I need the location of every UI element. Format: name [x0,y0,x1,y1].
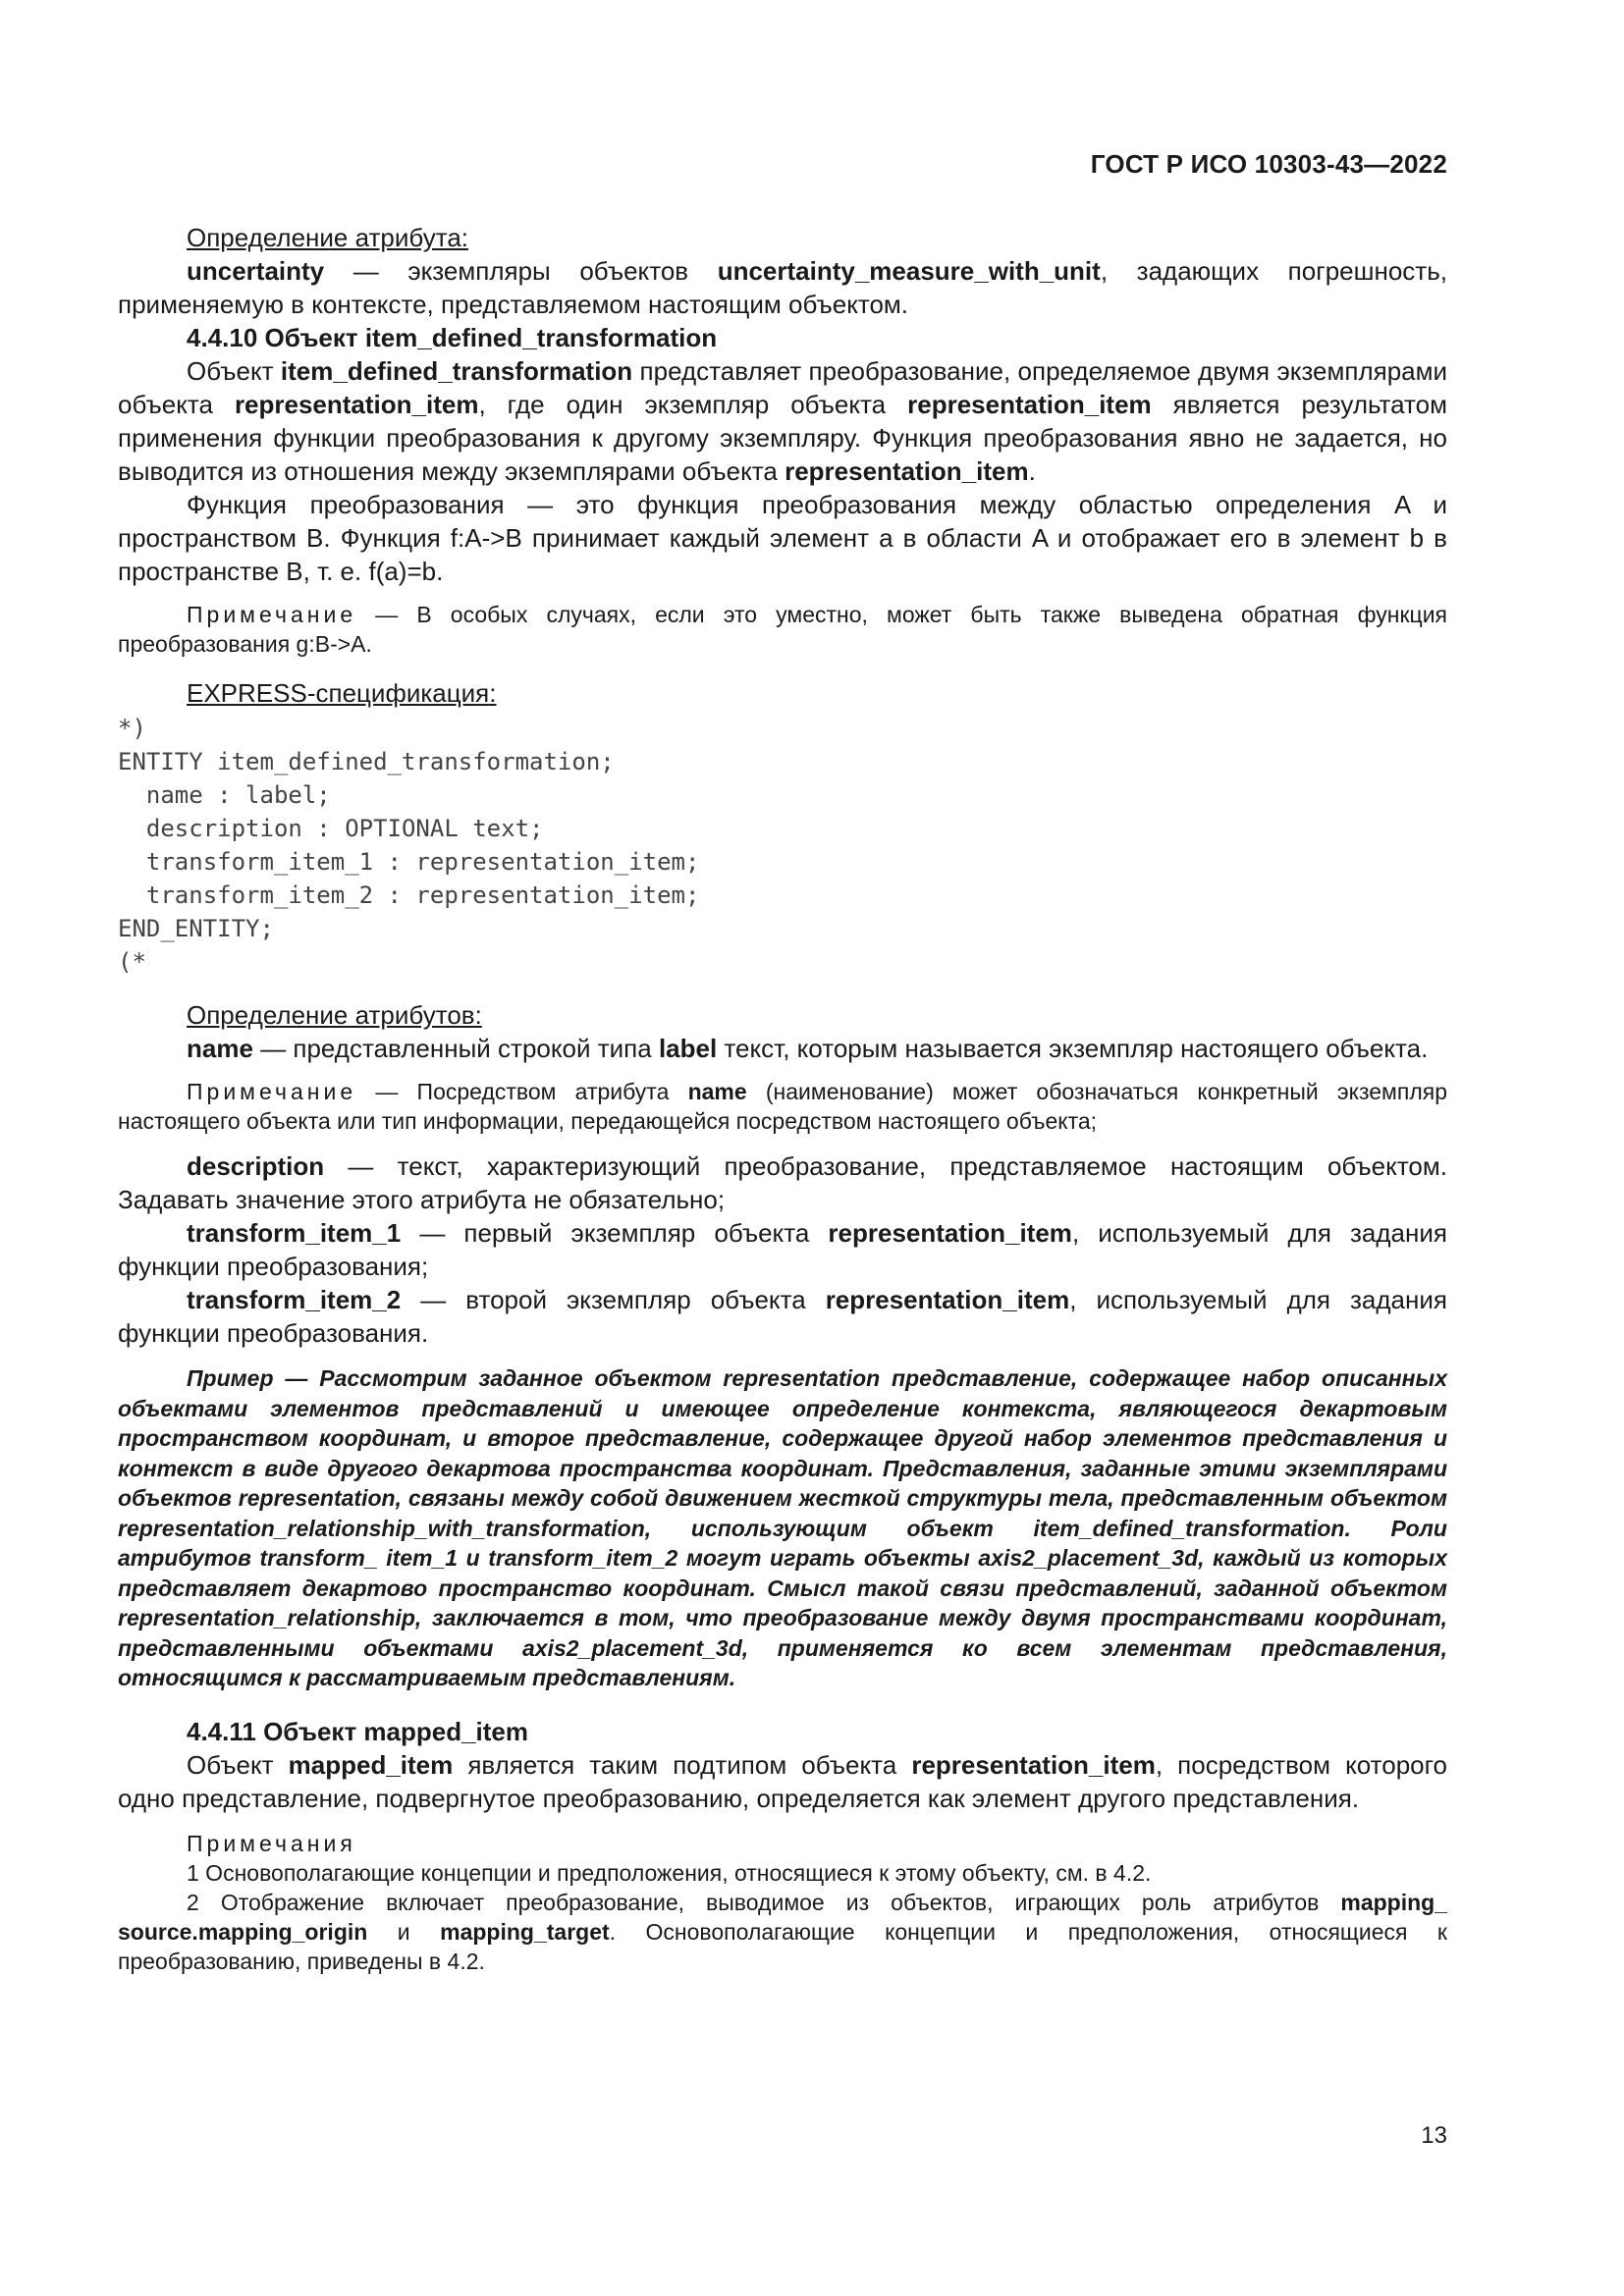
uncertainty-attribute [118,254,1447,321]
entity-ref: representation_item [828,1218,1072,1248]
entity-ref: representation_item [234,390,479,419]
text-run: является результатом применения функции преобразования к другому экземпляру. Функция преобразования явно не задается, но выводится из отношения между экземплярами объекта [118,390,1448,486]
text-run: Объект [187,356,281,386]
section-heading-4-4-11: 4.4.11 Объект mapped_item [187,1716,529,1746]
transform-item-2-attribute [118,1283,1447,1350]
page-number: 13 [1421,2122,1447,2149]
code-line: transform_item_1 : representation_item; [118,848,700,876]
entity-ref: representation_item [911,1749,1156,1780]
entity-ref: mapping_ source.mapping_origin [118,1889,1447,1945]
text-run: , посредством которого одно представление, подвергнутое преобразованию, определяется как элемент другого представления. [118,1749,1448,1813]
paragraph-mapped-item [118,1748,1447,1815]
text-run: представляет преобразование, определяемое двумя экземплярами объекта [118,356,1448,419]
text-run: является таким подтипом объекта [453,1749,912,1780]
section-heading-4-4-10: 4.4.10 Объект item_defined_transformation [187,323,718,352]
entity-ref: uncertainty_measure_with_unit [717,256,1101,286]
description-attribute [118,1149,1447,1216]
attribute-definition-label: Определение атрибута: [187,223,469,252]
transform-item-1-attribute [118,1216,1447,1283]
page-content [118,221,1447,1976]
text-run: — представленный строкой типа [252,1034,659,1063]
attribute-name: transform_item_1 [187,1218,402,1248]
attribute-name: uncertainty [187,256,325,286]
attribute-name: name [187,1034,253,1063]
text-run: 2 Отображение включает преобразование, выводимое из объектов, играющих роль атрибутов [187,1889,1341,1915]
text-run: , где один экземпляр объекта [478,390,908,419]
entity-ref: name [687,1079,747,1104]
code-line: transform_item_2 : representation_item; [118,881,700,909]
note-name-attribute [118,1077,1447,1136]
text-run: Объект [187,1749,289,1780]
code-line: (* [118,948,146,976]
entity-ref: label [658,1034,718,1063]
text-run: , используемый для задания функции преобразования; [118,1218,1447,1281]
text-run: — второй экземпляр объекта [401,1285,826,1314]
code-line: *) [118,715,146,742]
code-line: ENTITY item_defined_transformation; [118,748,615,775]
text-run: , используемый для задания функции преобразования. [118,1285,1447,1348]
express-code-block [118,712,1447,979]
paragraph-transformation-function: Функция преобразования — это функция преобразования между областью определения A и пространством B. Функция f:A->B принимает каждый элемент a в области A и отображает его в элемент b в пространстве B, т. е. f(a)=b. [118,490,1447,586]
note-1: 1 Основополагающие концепции и предположения, относящиеся к этому объекту, см. в 4.2. [187,1859,1152,1886]
note-2 [118,1888,1447,1976]
entity-ref: representation_item [825,1285,1070,1314]
entity-ref: mapping_target [440,1918,610,1945]
text-run: . [1028,456,1036,486]
attribute-name: transform_item_2 [187,1285,402,1314]
text-run: , задающих погрешность, применяемую в контексте, представляемом настоящим объектом. [118,256,1447,319]
code-line: name : label; [118,781,331,809]
note-label: Примечание [187,1079,357,1104]
text-run: . Основополагающие концепции и предположения, относящиеся к преобразованию, приведены в 4.2. [118,1918,1447,1974]
note-inverse-function [118,600,1447,659]
text-run: текст, которым называется экземпляр настоящего объекта. [717,1034,1429,1063]
text-run: — Посредством атрибута [356,1079,688,1104]
paragraph-item-defined-transformation [118,354,1447,488]
attributes-definition-label: Определение атрибутов: [187,1000,482,1030]
notes-label: Примечания [187,1830,356,1856]
entity-ref: mapped_item [288,1749,454,1780]
name-attribute [118,1032,1447,1065]
text-run: — первый экземпляр объекта [401,1218,829,1248]
code-line: description : OPTIONAL text; [118,815,544,842]
code-line: END_ENTITY; [118,915,274,942]
text-run: — текст, характеризующий преобразование, представляемое настоящим объектом. Задавать значение этого атрибута не обязательно; [118,1151,1447,1214]
text-run: (наименование) может обозначаться конкретный экземпляр настоящего объекта или тип информации, передающейся посредством настоящего объекта; [118,1079,1447,1134]
text-run: и [367,1918,441,1945]
entity-ref: item_defined_transformation [280,356,633,386]
example-paragraph: Пример — Рассмотрим заданное объектом representation представление, содержащее набор описанных объектами элементов представлений и имеющее определение контекста, являющегося декартовым пространством координат, и второе представление, содержащее другой набор элементов представления и контекст в виде другого декартова пространства координат. Представления, заданные этими экземплярами объектов representation, связаны между собой движением жесткой структуры тела, представленным объектом representation_relationship_with_transformation, использующим объект item_defined_transformation. Роли атрибутов transform_ item_1 и transform_item_2 могут играть объекты axis2_placement_3d, каждый из которых представляет декартово пространство координат. Смысл такой связи представлений, заданной объектом representation_relationship, заключается в том, что преобразование между двумя пространствами координат, представленными объектами axis2_placement_3d, применяется ко всем элементам представления, относящимся к рассматриваемым представлениям. [118,1365,1447,1690]
note-label: Примечание [187,602,357,627]
text-run: — экземпляры объектов [324,256,718,286]
entity-ref: representation_item [785,456,1029,486]
attribute-name: description [187,1151,325,1181]
entity-ref: representation_item [907,390,1152,419]
express-spec-label: EXPRESS-спецификация: [187,678,497,708]
note-text: — В особых случаях, если это уместно, может быть также выведена обратная функция преобразования g:B->A. [118,602,1447,657]
standard-header: ГОСТ Р ИСО 10303-43—2022 [1090,149,1447,179]
